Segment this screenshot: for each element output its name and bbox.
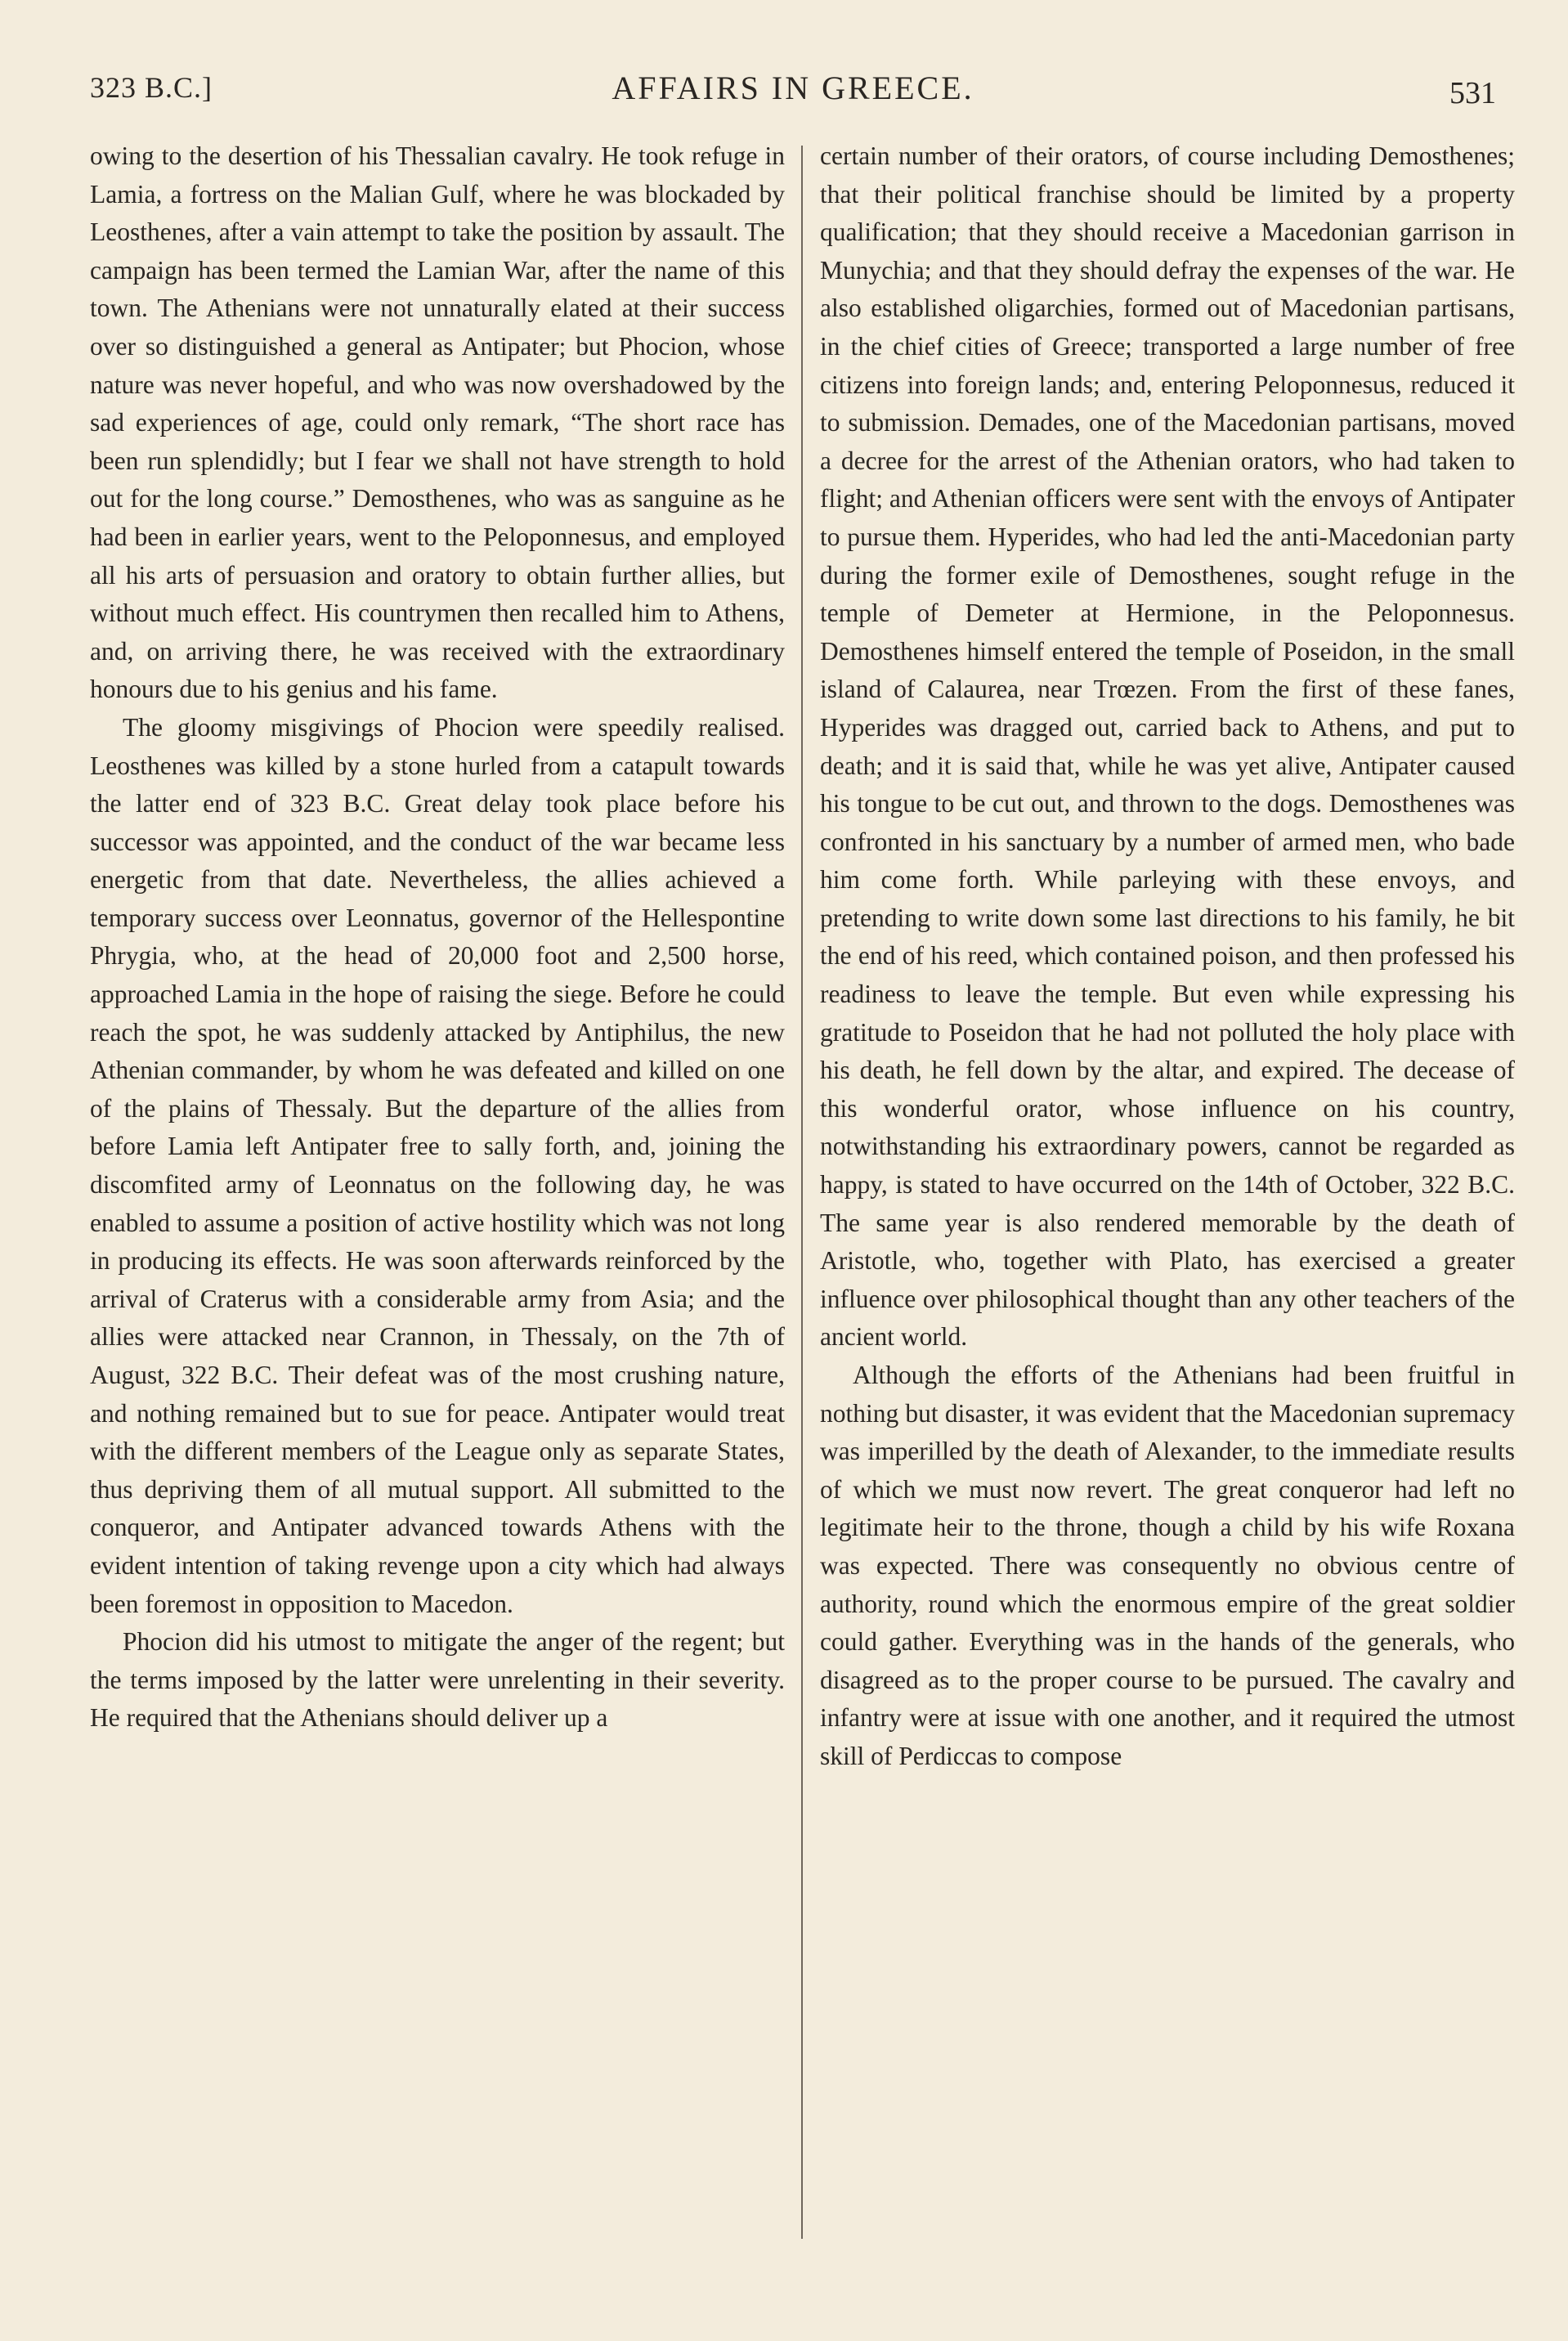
column-divider [801,146,803,2239]
running-header [90,64,1496,113]
paragraph: The gloomy misgivings of Phocion were speedily realised. Leosthenes was killed by a stone hurled from a catapult towards the latter end of 323 B.C. Great delay took place before his successor was appointed, and the conduct of the war became less energetic from that date. Nevertheless, the allies achieved a temporary success over Leonnatus, governor of the Hellespontine Phrygia, who, at the head of 20,000 foot and 2,500 horse, approached Lamia in the hope of raising the siege. Before he could reach the spot, he was suddenly attacked by Antiphilus, the new Athenian commander, by whom he was defeated and killed on one of the plains of Thessaly. But the departure of the allies from before Lamia left Antipater free to sally forth, and, joining the discomfited army of Leonnatus on the following day, he was enabled to assume a position of active hostility which was not long in producing its effects. He was soon afterwards reinforced by the arrival of Craterus with a considerable army from Asia; and the allies were attacked near Crannon, in Thessaly, on the 7th of August, 322 B.C. Their defeat was of the most crushing nature, and nothing remained but to sue for peace. Antipater would treat with the different members of the League only as separate States, thus depriving them of all mutual support. All submitted to the conqueror, and Antipater advanced towards Athens with the evident intention of taking revenge upon a city which had always been foremost in opposition to Macedon. [90,712,785,1618]
left-column [90,137,785,2247]
right-column [820,137,1515,2247]
paragraph: owing to the desertion of his Thessalian cavalry. He took refuge in Lamia, a fortress on the Malian Gulf, where he was blockaded by Leosthenes, after a vain attempt to take the position by assault. The campaign has been termed the Lamian War, after the name of this town. The Athenians were not unnaturally elated at their success over so distinguished a general as Antipater; but Phocion, whose nature was never hopeful, and who was now overshadowed by the sad experiences of age, could only remark, “The short race has been run splendidly; but I fear we shall not have strength to hold out for the long course.” Demosthenes, who was as sanguine as he had been in earlier years, went to the Peloponnesus, and employed all his arts of persuasion and oratory to obtain further allies, but without much effect. His countrymen then recalled him to Athens, and, on arriving there, he was received with the extraordinary honours due to his genius and his fame. [90,141,785,704]
paragraph: Although the efforts of the Athenians had been fruitful in nothing but disaster, it was evident that the Macedonian supremacy was imperilled by the death of Alexander, to the immediate results of which we must now revert. The great conqueror had left no legitimate heir to the throne, though a child by his wife Roxana was expected. There was consequently no obvious centre of authority, round which the enormous empire of the great soldier could gather. Everything was in the hands of the generals, who disagreed as to the proper course to be pursued. The cavalry and infantry were at issue with one another, and it required the utmost skill of Perdiccas to compose [820,1361,1515,1770]
header-title: AFFAIRS IN GREECE. [612,70,974,106]
paragraph: certain number of their orators, of course including Demosthenes; that their political franchise should be limited by a property qualification; that they should receive a Macedonian garrison in Munychia; and that they should defray the expenses of the war. He also established oligarchies, formed out of Macedonian partisans, in the chief cities of Greece; transported a large number of free citizens into foreign lands; and, entering Peloponnesus, reduced it to submission. Demades, one of the Macedonian partisans, moved a decree for the arrest of the Athenian orators, who had taken to flight; and Athenian officers were sent with the envoys of Antipater to pursue them. Hyperides, who had led the anti-Macedonian party during the former exile of Demosthenes, sought refuge in the temple of Demeter at Hermione, in the Peloponnesus. Demosthenes himself entered the temple of Poseidon, in the small island of Calaurea, near Trœzen. From the first of these fanes, Hyperides was dragged out, carried back to Athens, and put to death; and it is said that, while he was yet alive, Antipater caused his tongue to be cut out, and thrown to the dogs. Demosthenes was confronted in his sanctuary by a number of armed men, who bade him come forth. While parleying with these envoys, and pretending to write down some last directions to his family, he bit the end of his reed, which contained poison, and then professed his readiness to leave the temple. But even while expressing his gratitude to Poseidon that he had not polluted the holy place with his death, he fell down by the altar, and expired. The decease of this wonderful orator, whose influence on his country, notwithstanding his extraordinary powers, cannot be regarded as happy, is stated to have occurred on the 14th of October, 322 B.C. The same year is also rendered memorable by the death of Aristotle, who, together with Plato, has exercised a greater influence over philosophical thought than any other teachers of the ancient world. [820,141,1515,1352]
header-date: 323 B.C.] [90,71,213,104]
page-number: 531 [1449,76,1496,110]
paragraph: Phocion did his utmost to mitigate the anger of the regent; but the terms imposed by the latter were unrelenting in their severity. He required that the Athenians should deliver up a [90,1627,785,1733]
